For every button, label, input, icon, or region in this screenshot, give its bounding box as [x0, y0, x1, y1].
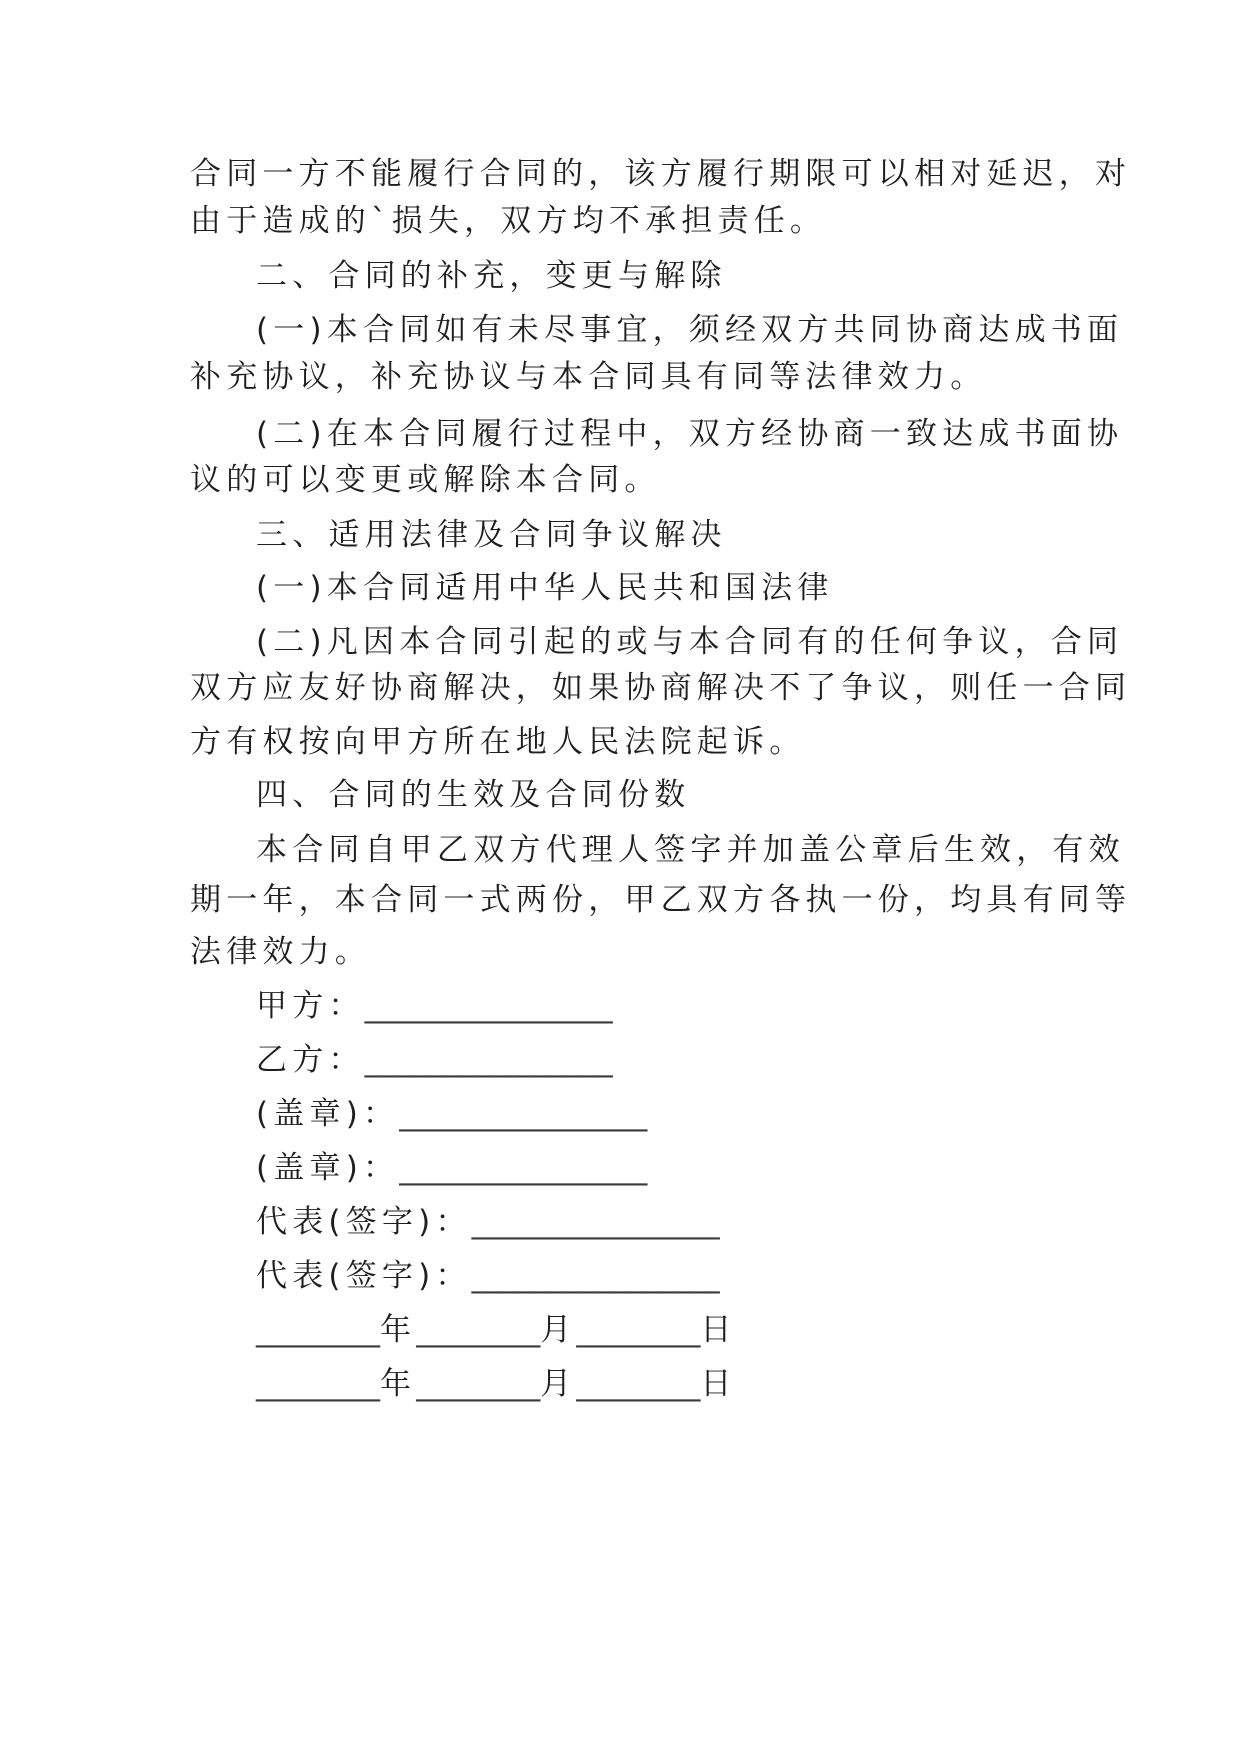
signature-party-b [256, 1040, 613, 1080]
year-blank: ________ [256, 1366, 380, 1402]
day-blank: ________ [576, 1312, 701, 1348]
signature-party-a [256, 986, 613, 1026]
month-label: 月 [540, 1312, 577, 1348]
month-blank: ________ [416, 1312, 541, 1348]
paragraph-line: (二)在本合同履行过程中，双方经协商一致达成书面协 [256, 416, 1124, 452]
paragraph-line: 期一年，本合同一式两份，甲乙双方各执一份，均具有同等 [190, 882, 1132, 918]
representative-label: 代表(签字)： [256, 1258, 472, 1294]
representative-blank: ________________ [471, 1258, 720, 1294]
signature-label: 乙方： [256, 1042, 365, 1078]
section-heading: 三、适用法律及合同争议解决 [256, 517, 727, 553]
representative-line-1 [256, 1202, 720, 1242]
paragraph-line: 法律效力。 [190, 934, 371, 970]
year-blank: ________ [256, 1312, 380, 1348]
paragraph-line: 由于造成的`损失，双方均不承担责任。 [190, 203, 827, 239]
signature-blank: ________________ [364, 988, 613, 1024]
paragraph-line: 议的可以变更或解除本合同。 [190, 462, 661, 498]
signature-blank: ________________ [364, 1042, 613, 1078]
seal-label: (盖章)： [256, 1096, 400, 1132]
paragraph-line: 双方应友好协商解决，如果协商解决不了争议，则任一合同 [190, 670, 1132, 706]
paragraph-line: 补充协议，补充协议与本合同具有同等法律效力。 [190, 359, 987, 395]
paragraph-line: 方有权按向甲方所在地人民法院起诉。 [190, 724, 806, 760]
representative-label: 代表(签字)： [256, 1204, 472, 1240]
year-label: 年 [380, 1312, 417, 1348]
date-line-2 [256, 1364, 737, 1404]
date-line-1 [256, 1310, 737, 1350]
section-heading: 四、合同的生效及合同份数 [256, 777, 691, 813]
day-label: 日 [700, 1366, 737, 1402]
signature-label: 甲方： [256, 988, 365, 1024]
paragraph-line: (二)凡因本合同引起的或与本合同有的任何争议，合同 [256, 624, 1124, 660]
seal-line-1 [256, 1094, 647, 1134]
year-label: 年 [380, 1366, 417, 1402]
representative-line-2 [256, 1256, 720, 1296]
paragraph-line: 合同一方不能履行合同的，该方履行期限可以相对延迟，对 [190, 156, 1132, 192]
day-label: 日 [700, 1312, 737, 1348]
section-heading: 二、合同的补充，变更与解除 [256, 258, 727, 294]
seal-blank: ________________ [399, 1096, 648, 1132]
representative-blank: ________________ [471, 1204, 720, 1240]
month-label: 月 [540, 1366, 577, 1402]
paragraph-line: (一)本合同如有未尽事宜，须经双方共同协商达成书面 [256, 312, 1124, 348]
month-blank: ________ [416, 1366, 541, 1402]
paragraph-line: 本合同自甲乙双方代理人签字并加盖公章后生效，有效 [256, 832, 1125, 868]
day-blank: ________ [576, 1366, 701, 1402]
seal-line-2 [256, 1148, 647, 1188]
seal-label: (盖章)： [256, 1150, 400, 1186]
seal-blank: ________________ [399, 1150, 648, 1186]
paragraph-line: (一)本合同适用中华人民共和国法律 [256, 570, 834, 606]
